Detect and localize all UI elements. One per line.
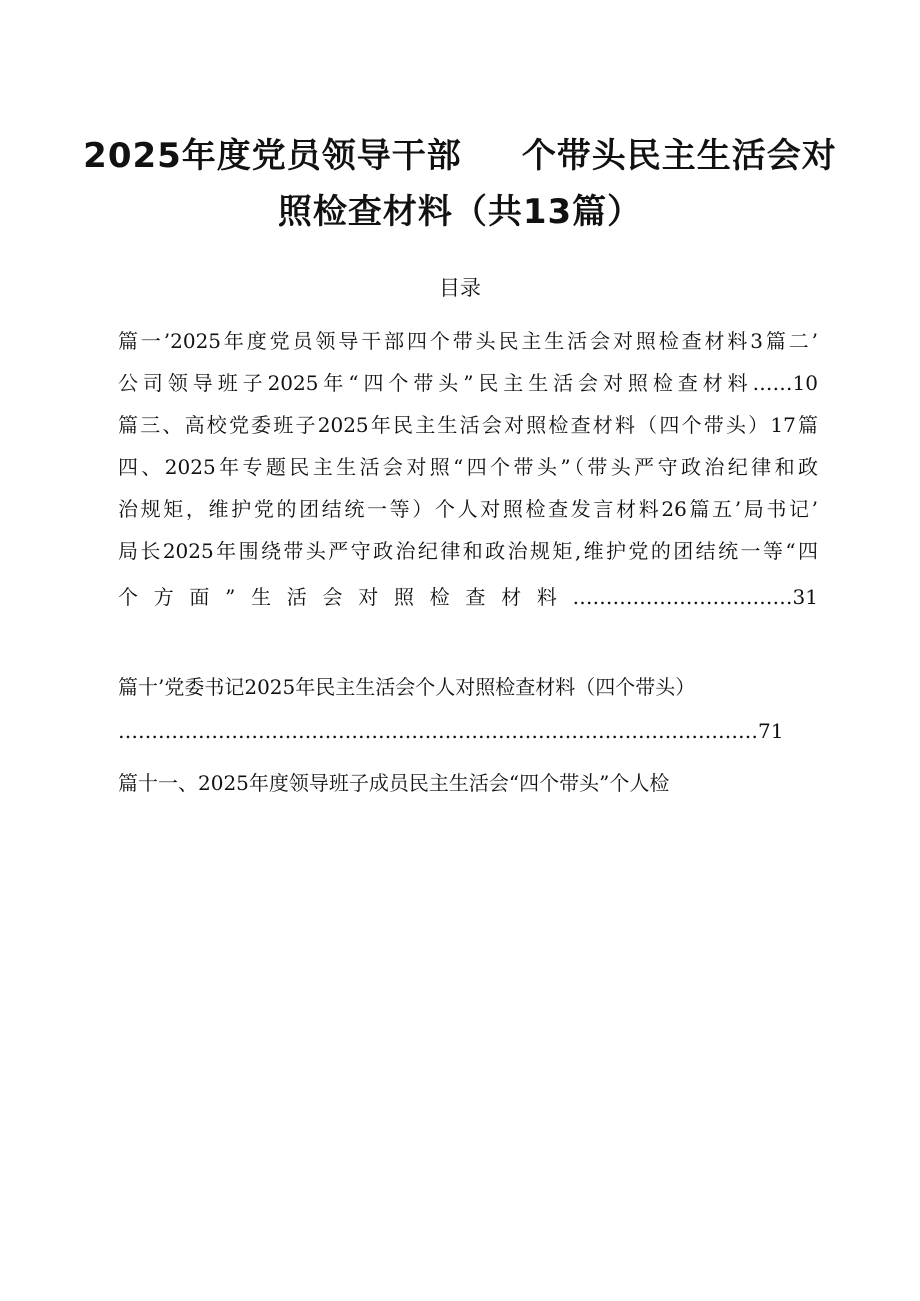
toc-line: 治规矩，维护党的团结统一等）个人对照检查发言材料26篇五’局书记’: [118, 497, 818, 521]
toc-line: 篇十一、2025年度领导班子成员民主生活会“四个带头”个人检: [118, 771, 670, 795]
toc-line: 篇十’党委书记2025年民主生活会个人对照检查材料（四个带头）: [118, 675, 696, 699]
toc-line: 公司领导班子2025年“四个带头”民主生活会对照检查材料……10: [118, 371, 818, 395]
document-title-line-2: 照检查材料（共13篇）: [277, 192, 643, 232]
toc-line: 篇三、高校党委班子2025年民主生活会对照检查材料（四个带头）17篇: [118, 413, 818, 437]
toc-line: ……………………………………………………………………………………71: [118, 719, 784, 743]
toc-heading: 目录: [439, 276, 481, 300]
title-part-2: 个带头民主生活会对: [521, 136, 837, 176]
document-title-line-1: [0, 136, 920, 176]
toc-line: 个方面”生活会对照检查材料……………………………31: [118, 585, 818, 609]
title-part-1: 2025年度党员领导干部: [83, 136, 462, 176]
toc-line: 篇一’2025年度党员领导干部四个带头民主生活会对照检查材料3篇二’: [118, 329, 818, 353]
toc-line: 四、2025年专题民主生活会对照“四个带头”（带头严守政治纪律和政: [118, 455, 818, 479]
toc-line: 局长2025年围绕带头严守政治纪律和政治规矩,维护党的团结统一等“四: [118, 539, 818, 563]
